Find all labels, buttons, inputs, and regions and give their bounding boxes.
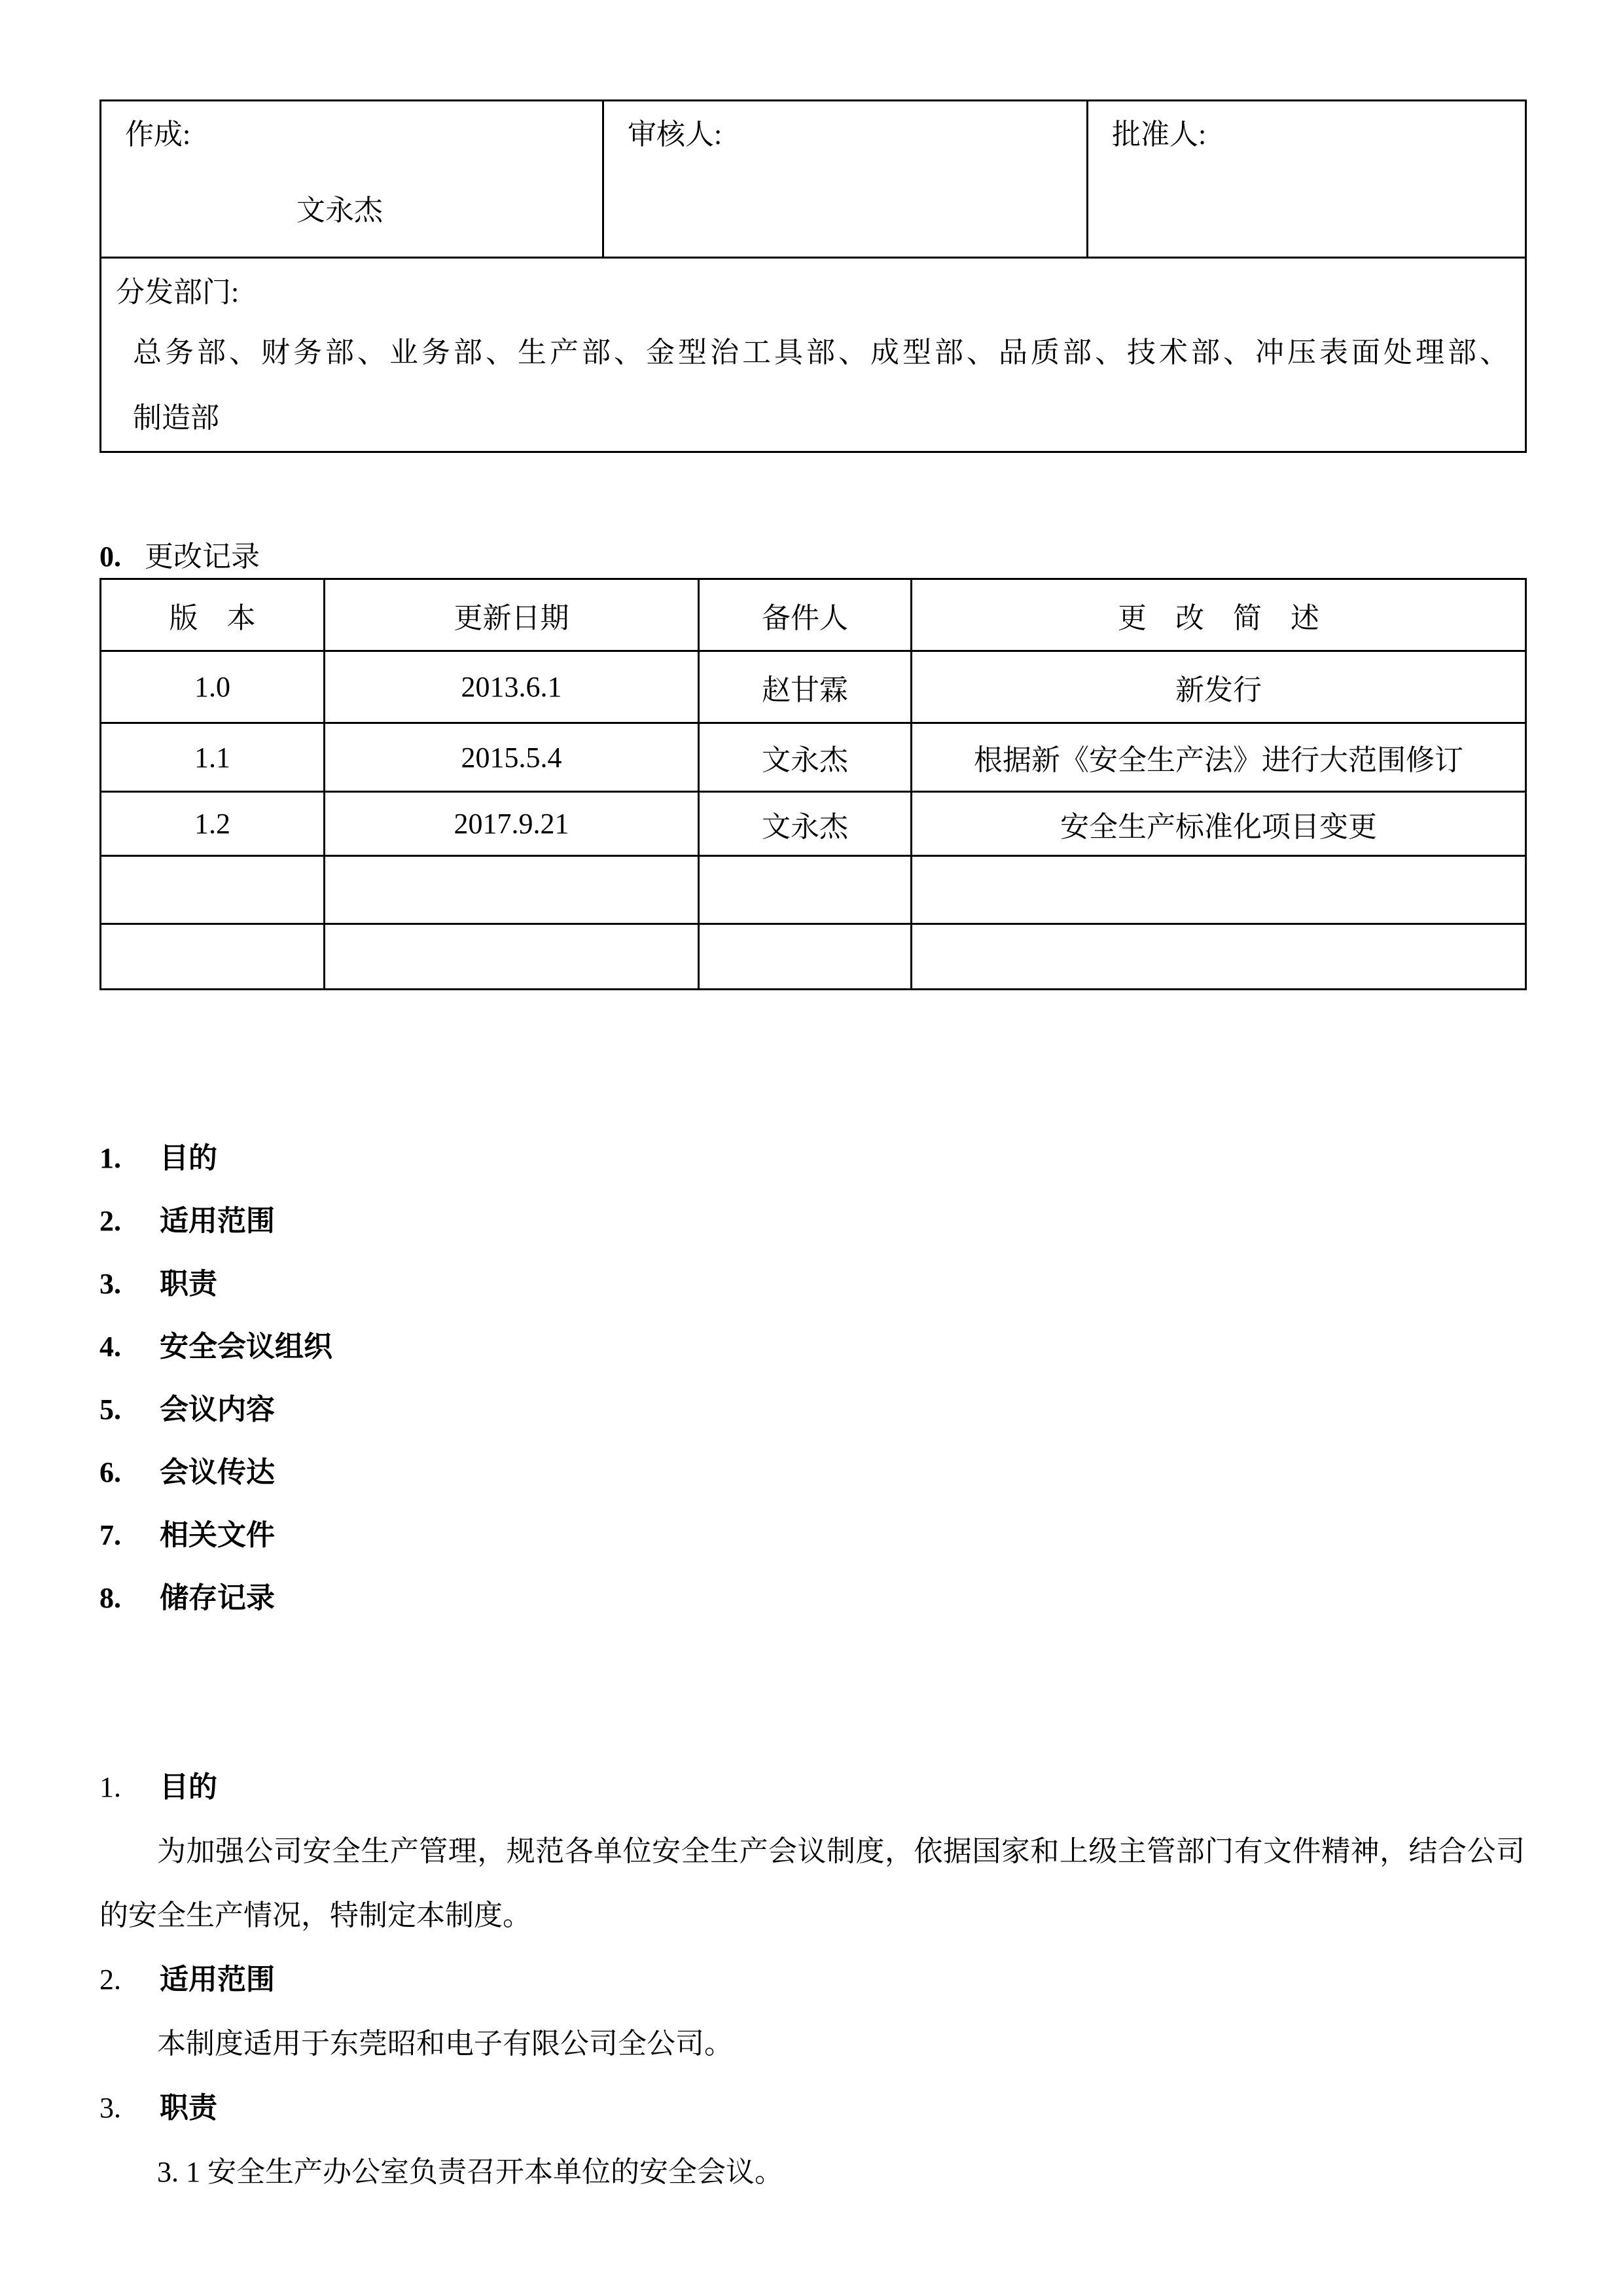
section-heading-scope bbox=[99, 1948, 1525, 2012]
table-row bbox=[101, 651, 1526, 723]
header-version: 版 本 bbox=[101, 579, 325, 651]
cell-summary bbox=[912, 924, 1526, 990]
header-change-summary: 更 改 简 述 bbox=[912, 579, 1526, 651]
toc-item-number: 2. bbox=[99, 1205, 121, 1237]
toc-item-label: 会议传达 bbox=[160, 1456, 275, 1488]
toc-item-label: 会议内容 bbox=[160, 1393, 275, 1426]
cell-date: 2015.5.4 bbox=[325, 723, 699, 792]
toc-item-scope bbox=[99, 1190, 332, 1253]
toc-item-number: 5. bbox=[99, 1393, 121, 1426]
toc-item-number: 6. bbox=[99, 1456, 121, 1488]
paragraph-responsibility-3-1: 3. 1 安全生产办公室负责召开本单位的安全会议。 bbox=[157, 2156, 783, 2188]
cell-version bbox=[101, 856, 325, 924]
section-number: 3. bbox=[99, 2092, 121, 2124]
maker-name: 文永杰 bbox=[296, 194, 383, 226]
cell-version: 1.0 bbox=[101, 651, 325, 723]
table-of-contents bbox=[99, 1127, 332, 1630]
toc-item-number: 7. bbox=[99, 1519, 121, 1551]
toc-item-number: 1. bbox=[99, 1142, 121, 1174]
toc-item-label: 安全会议组织 bbox=[160, 1331, 332, 1363]
toc-item-meeting-organization bbox=[99, 1316, 332, 1378]
cell-version: 1.1 bbox=[101, 723, 325, 792]
reviewer-label: 审核人: bbox=[628, 118, 722, 151]
toc-item-meeting-communication bbox=[99, 1441, 332, 1504]
toc-item-label: 目的 bbox=[160, 1142, 217, 1174]
cell-version: 1.2 bbox=[101, 792, 325, 856]
distribution-departments-line1: 总务部、财务部、业务部、生产部、金型治工具部、成型部、品质部、技术部、冲压表面处理部、 bbox=[133, 336, 1512, 368]
cell-summary: 根据新《安全生产法》进行大范围修订 bbox=[912, 723, 1526, 792]
header-editor: 备件人 bbox=[699, 579, 912, 651]
cell-editor: 文永杰 bbox=[699, 792, 912, 856]
paragraph-scope: 本制度适用于东莞昭和电子有限公司全公司。 bbox=[157, 2028, 733, 2060]
cell-editor: 赵甘霖 bbox=[699, 651, 912, 723]
approval-table bbox=[99, 99, 1527, 453]
header-update-date: 更新日期 bbox=[325, 579, 699, 651]
distribution-departments-line2: 制造部 bbox=[133, 402, 219, 434]
toc-item-purpose bbox=[99, 1127, 332, 1190]
cell-date: 2017.9.21 bbox=[325, 792, 699, 856]
maker-label: 作成: bbox=[125, 118, 191, 151]
approver-cell bbox=[1088, 101, 1526, 258]
approver-label: 批准人: bbox=[1112, 118, 1207, 151]
approval-row bbox=[101, 101, 1526, 258]
distribution-row bbox=[101, 258, 1526, 452]
paragraph-purpose-line2: 的安全生产情况，特制定本制度。 bbox=[99, 1899, 531, 1931]
toc-item-responsibility bbox=[99, 1253, 332, 1316]
toc-item-label: 储存记录 bbox=[160, 1582, 275, 1614]
section-title: 目的 bbox=[160, 1771, 217, 1803]
reviewer-cell bbox=[603, 101, 1088, 258]
section-number: 2. bbox=[99, 1964, 121, 1996]
cell-version bbox=[101, 924, 325, 990]
table-row bbox=[101, 792, 1526, 856]
toc-item-meeting-content bbox=[99, 1378, 332, 1441]
toc-item-stored-records bbox=[99, 1567, 332, 1630]
distribution-cell bbox=[101, 258, 1526, 452]
change-record-heading-title: 更改记录 bbox=[145, 541, 260, 573]
table-row-empty bbox=[101, 856, 1526, 924]
toc-item-label: 职责 bbox=[160, 1268, 217, 1300]
toc-item-label: 相关文件 bbox=[160, 1519, 275, 1551]
change-record-table bbox=[99, 578, 1527, 990]
document-body bbox=[99, 1755, 1525, 2204]
distribution-label: 分发部门: bbox=[116, 276, 240, 308]
maker-cell bbox=[101, 101, 603, 258]
cell-summary bbox=[912, 856, 1526, 924]
cell-date bbox=[325, 924, 699, 990]
cell-summary: 安全生产标准化项目变更 bbox=[912, 792, 1526, 856]
cell-editor bbox=[699, 924, 912, 990]
section-heading-purpose bbox=[99, 1755, 1525, 1820]
table-row bbox=[101, 723, 1526, 792]
toc-item-number: 8. bbox=[99, 1582, 121, 1614]
paragraph-purpose-line1: 为加强公司安全生产管理，规范各单位安全生产会议制度，依据国家和上级主管部门有文件精神，结合公司 bbox=[157, 1835, 1525, 1867]
table-row-empty bbox=[101, 924, 1526, 990]
cell-date: 2013.6.1 bbox=[325, 651, 699, 723]
cell-date bbox=[325, 856, 699, 924]
section-title: 职责 bbox=[160, 2092, 217, 2124]
cell-summary: 新发行 bbox=[912, 651, 1526, 723]
toc-item-label: 适用范围 bbox=[160, 1205, 275, 1237]
change-table-header-row bbox=[101, 579, 1526, 651]
toc-item-related-documents bbox=[99, 1504, 332, 1567]
cell-editor: 文永杰 bbox=[699, 723, 912, 792]
change-record-heading-number: 0. bbox=[99, 541, 121, 573]
section-title: 适用范围 bbox=[160, 1964, 275, 1996]
toc-item-number: 3. bbox=[99, 1268, 121, 1300]
cell-editor bbox=[699, 856, 912, 924]
toc-item-number: 4. bbox=[99, 1331, 121, 1363]
section-number: 1. bbox=[99, 1771, 121, 1803]
section-heading-responsibility bbox=[99, 2076, 1525, 2140]
